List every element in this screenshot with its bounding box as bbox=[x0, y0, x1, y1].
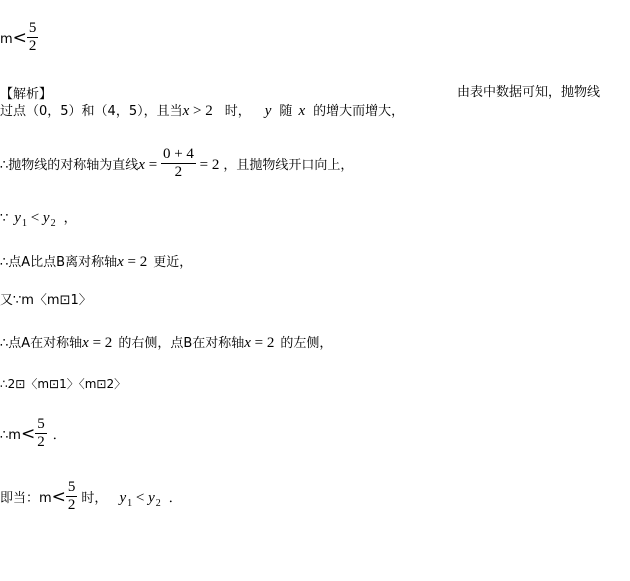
x-var-2: x bbox=[298, 103, 306, 119]
closer-sentence bbox=[0, 255, 192, 270]
top-inequality bbox=[0, 22, 38, 57]
denominator-2: 2 bbox=[37, 434, 45, 450]
increase-text: 的增大而增大， bbox=[313, 104, 405, 119]
garbled-line-2: ∴2⊡〈m⊡1〉〈m⊡2〉 bbox=[0, 377, 127, 391]
x-equals-two-3: = 2 bbox=[250, 335, 275, 351]
y2-var: y bbox=[42, 210, 50, 226]
final-end: ． bbox=[168, 491, 182, 506]
y-var: y bbox=[264, 103, 272, 119]
points-text: 过点（0，5）和（4，5），且当 bbox=[0, 104, 183, 119]
comma: ， bbox=[63, 211, 77, 226]
fraction-mid bbox=[161, 146, 196, 181]
because-sentence bbox=[0, 211, 77, 229]
closer-a: ∴点A比点B离对称轴 bbox=[0, 255, 118, 270]
denominator: 2 bbox=[28, 38, 37, 54]
lt-final: < bbox=[132, 490, 149, 506]
denominator-two: 2 bbox=[174, 164, 183, 180]
numerator-5: 5 bbox=[37, 416, 45, 432]
final-line bbox=[0, 481, 182, 516]
subscript-one: 1 bbox=[21, 218, 27, 229]
final-mid: 时， bbox=[81, 491, 108, 506]
side-sentence bbox=[0, 336, 332, 351]
sub1-final: 1 bbox=[127, 498, 133, 509]
less-than-sign: < bbox=[12, 28, 27, 48]
axis-tail: ，且抛物线开口向上， bbox=[223, 158, 354, 173]
period: ． bbox=[52, 428, 66, 443]
points-sentence bbox=[0, 104, 404, 119]
fraction-five-halves bbox=[27, 20, 39, 55]
side-a: ∴点A在对称轴 bbox=[0, 336, 83, 351]
when-text: 时， bbox=[224, 104, 251, 119]
closer-b: 更近， bbox=[153, 255, 193, 270]
numerator-sum: 0 + 4 bbox=[162, 146, 194, 162]
fraction-final bbox=[66, 479, 78, 514]
axis-text: 抛物线的对称轴为直线 bbox=[8, 158, 139, 173]
less-than-big: < bbox=[20, 424, 36, 444]
less-than-big-2: < bbox=[51, 487, 66, 507]
axis-sentence bbox=[0, 148, 353, 183]
y2-final: y bbox=[148, 490, 155, 506]
side-c: 的左侧， bbox=[280, 336, 333, 351]
x-equals-two-2: = 2 bbox=[88, 335, 113, 351]
denominator-final: 2 bbox=[67, 497, 76, 513]
gt-two: > 2 bbox=[189, 103, 213, 119]
sui-text: 随 bbox=[279, 104, 293, 119]
x-var-6: x bbox=[244, 335, 251, 351]
equals-two: = 2 bbox=[195, 157, 220, 173]
x-var: x bbox=[182, 103, 190, 119]
conclusion-line bbox=[0, 418, 66, 453]
because-sign: ∵ bbox=[0, 211, 9, 226]
fraction-conclusion bbox=[35, 416, 47, 451]
x-var-5: x bbox=[82, 335, 89, 351]
y1-var: y bbox=[14, 210, 21, 226]
sub2-final: 2 bbox=[155, 498, 161, 509]
side-b: 的右侧，点B在对称轴 bbox=[118, 336, 245, 351]
numerator: 5 bbox=[28, 20, 37, 36]
x-var-3: x bbox=[138, 157, 145, 173]
less-than: < bbox=[26, 210, 43, 226]
therefore-sign: ∴ bbox=[0, 158, 9, 173]
numerator-final: 5 bbox=[67, 479, 76, 495]
x-var-4: x bbox=[117, 254, 124, 270]
m-var: m bbox=[0, 32, 13, 47]
garbled-line-1: 又∵m〈m⊡1〉 bbox=[0, 293, 92, 308]
y1-final: y bbox=[119, 490, 127, 506]
equals: = bbox=[144, 157, 161, 173]
x-equals-two: = 2 bbox=[123, 254, 148, 270]
conclusion-prefix: ∴m bbox=[0, 428, 21, 443]
subscript-two: 2 bbox=[50, 218, 56, 229]
intro-text: 由表中数据可知，抛物线 bbox=[457, 85, 601, 100]
final-prefix: 即当：m bbox=[0, 491, 52, 506]
analysis-heading: 【解析】 bbox=[0, 87, 53, 102]
